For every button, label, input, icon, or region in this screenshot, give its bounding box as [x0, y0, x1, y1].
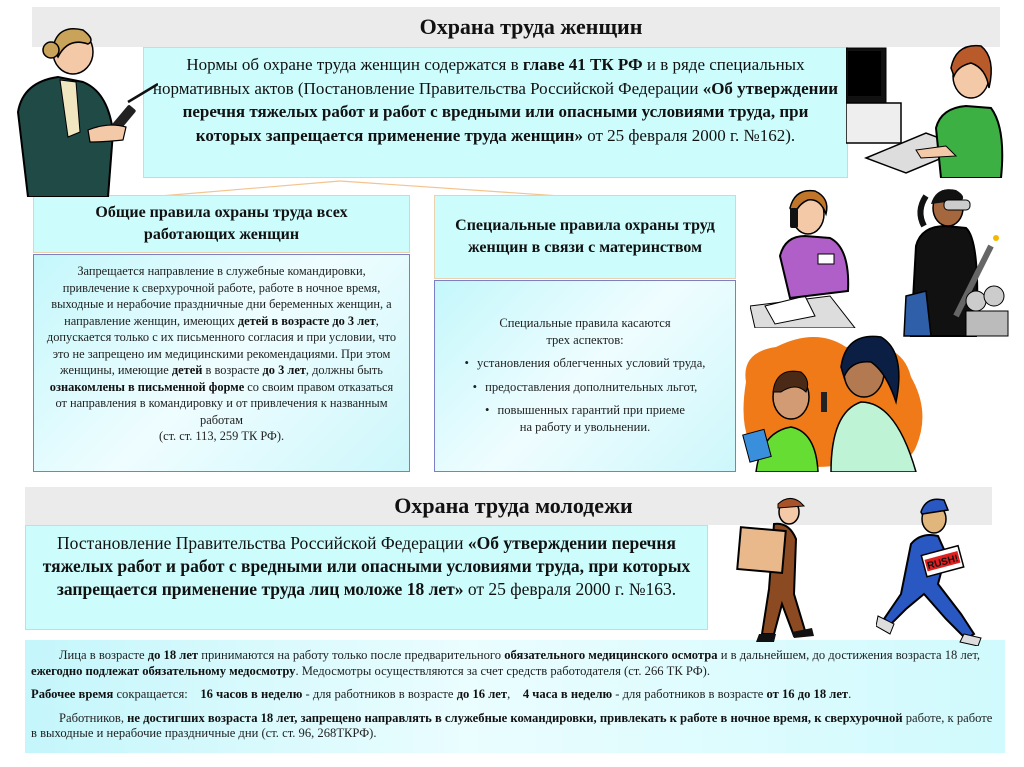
decree-text: Постановление Правительства Российской Федерации [57, 533, 468, 553]
intro-bold-chapter: главе 41 ТК РФ [522, 55, 643, 74]
para-text: . [848, 687, 852, 701]
special-rules-item: • повышенных гарантий при приеме на работу и увольнении. [439, 402, 731, 435]
special-rules-list [439, 355, 731, 435]
general-rules-heading-box [33, 195, 410, 253]
para-bold: 4 часа в неделю [522, 687, 613, 701]
para-bold: до 18 лет [147, 648, 199, 662]
general-rules-reference: (ст. ст. 113, 259 ТК РФ). [158, 429, 285, 443]
para-bold: обязательного медицинского осмотра [504, 648, 718, 662]
woman-at-computer-illustration [846, 38, 1011, 178]
woman-on-phone-illustration [750, 186, 870, 328]
women-intro-box [143, 47, 848, 178]
special-rules-heading-box [434, 195, 736, 279]
rules-text: , должны быть [305, 363, 383, 377]
intro-text: Нормы об охране труда женщин содержатся в [186, 55, 523, 74]
intro-text: от 25 февраля 2000 г. №162). [582, 125, 796, 145]
youth-decree-box [25, 525, 708, 630]
doctor-examining-child-illustration [736, 322, 934, 472]
para-text: - для работников в возрасте [612, 687, 767, 701]
medical-exam-paragraph [31, 648, 999, 679]
special-rules-lead: Специальные правила касаются трех аспектов: [499, 316, 671, 347]
para-bold: Рабочее время [31, 687, 114, 701]
special-rules-item: • установления облегченных условий труда, [439, 355, 731, 372]
youth-details-box [25, 640, 1005, 753]
para-text: и в дальнейшем, до достижения возраста 18 лет, [717, 648, 981, 662]
rules-bold: ознакомлены в письменной форме [49, 379, 245, 394]
rules-text: Запрещается направление в служебные командировки, привлечение к сверхурочной работе, работе в ночное время, выходные и нерабочие праздничные дни беременных женщин, а направление женщин, имеющих [51, 264, 392, 328]
para-bold: не достигших возраста 18 лет, запрещено направлять в служебные командировки, привлекать к работе в ночное время, к сверхурочной [127, 710, 903, 725]
decree-bold: «Об утверждении перечня тяжелых работ и работ с вредными или опасными условиями труда, при которых запрещается применение труда лиц моложе 18 лет» [42, 533, 691, 599]
rules-text: со своим правом отказаться от направления в командировку и от привлечения к названным работам [55, 379, 394, 427]
para-text: - для работников в возрасте [302, 687, 457, 701]
delivery-man-with-box-illustration [734, 494, 824, 644]
rules-bold: детей в возрасте до 3 лет [237, 313, 376, 328]
special-rules-body [434, 280, 736, 472]
rules-text: в возрасте [202, 363, 263, 377]
rules-text: , допускается только с их письменного согласия и при условии, что это не запрещено им медицинскими рекомендациями. При этом женщины, имеющие [46, 313, 397, 377]
women-section-title: Охрана труда женщин [419, 14, 643, 39]
para-text: Работников, [59, 710, 128, 725]
working-hours-paragraph [31, 687, 999, 703]
businesswoman-with-phone-illustration [8, 22, 158, 197]
para-text: . Медосмотры осуществляются за счет средств работодателя (ст. 266 ТК РФ). [295, 663, 711, 678]
para-text: сокращается: [113, 687, 201, 701]
para-bold: ежегодно подлежат обязательному медосмотру [31, 663, 296, 678]
para-text: принимаются на работу только после предварительного [198, 648, 505, 662]
youth-section-title: Охрана труда молодежи [394, 493, 633, 518]
rules-bold: детей [171, 363, 203, 377]
intro-bold-decree: «Об утверждении перечня тяжелых работ и работ с вредными или опасными условиями труда, при которых запрещается применение труда женщин» [182, 78, 839, 145]
rush-label: RUSH! [926, 553, 960, 573]
para-text: работе, к работе в выходные и нерабочие праздничные дни (ст. ст. 96, 268ТКРФ). [31, 710, 993, 740]
welder-illustration [896, 186, 1011, 341]
para-text: , [507, 687, 523, 701]
general-rules-heading: Общие правила охраны труда всех работающих женщин [95, 204, 348, 243]
para-bold: 16 часов в неделю [200, 687, 303, 701]
special-rules-item: • предоставления дополнительных льгот, [439, 379, 731, 396]
special-rules-heading: Специальные правила охраны труд женщин в связи с материнством [455, 217, 715, 256]
general-rules-body [33, 254, 410, 472]
courier-running-illustration [876, 494, 986, 646]
intro-text: и в ряде специальных нормативных актов (Постановление Правительства Российской Федерации [152, 55, 805, 98]
rules-bold: до 3 лет [262, 363, 306, 377]
decree-text: от 25 февраля 2000 г. №163. [463, 579, 677, 599]
para-text: Лица в возрасте [59, 648, 148, 662]
restrictions-paragraph [31, 711, 999, 742]
para-bold: до 16 лет [456, 687, 508, 701]
para-bold: от 16 до 18 лет [766, 687, 849, 701]
youth-section-title-bar [25, 487, 992, 525]
